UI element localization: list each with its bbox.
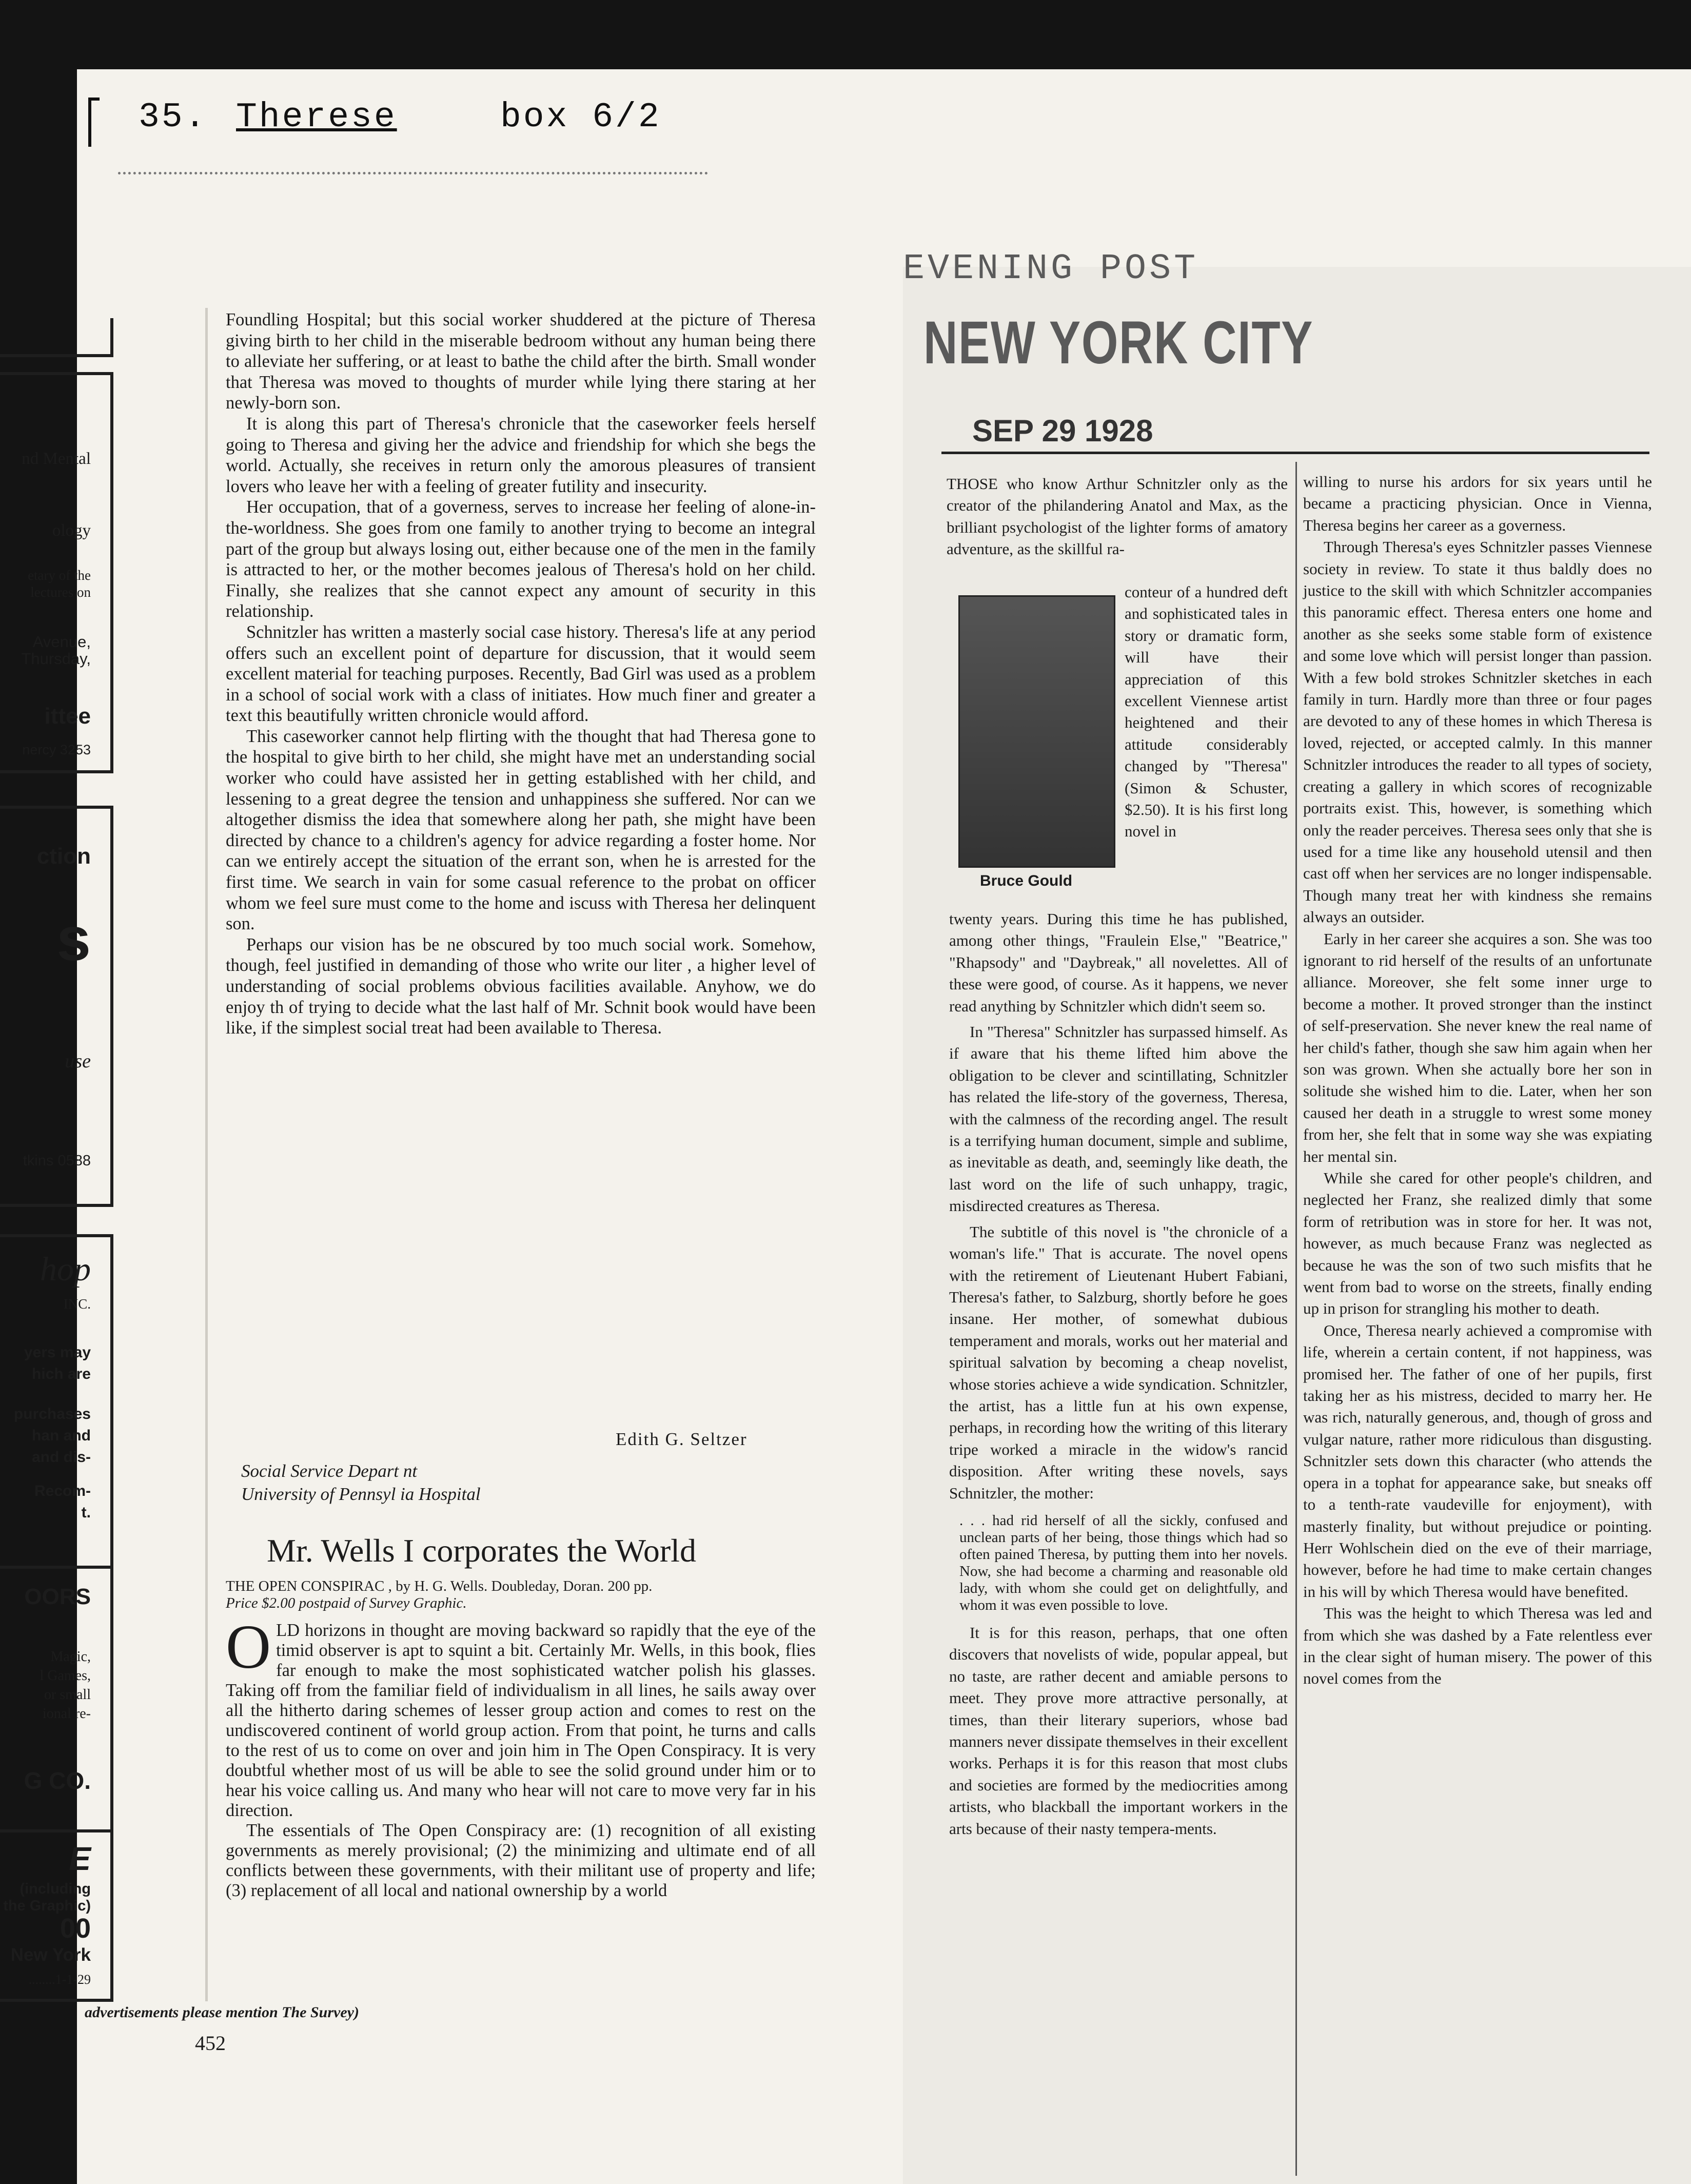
wells-dropcap: O <box>226 1612 271 1682</box>
clipping-column-rule <box>1295 462 1297 2176</box>
ad-text: han and <box>31 1427 91 1444</box>
clipping-top-rule <box>941 452 1649 454</box>
review-paragraph: Foundling Hospital; but this social worker shuddered at the picture of Theresa giving birth to her child in the miserable bedroom without any human being there to alleviate her suffering, or at least to bathe the child after the birth. Small wonder that Theresa was moved to thoughts of murder while lying there staring at her newly-born son. <box>226 310 816 413</box>
review-paragraph: This caseworker cannot help flirting with the thought that had Theresa gone to the hospital to give birth to her child, she might have met an understanding social worker who could have assisted her in getting established with her child, and lessening to a great degree the tension and unhappiness she suffered. Nor can we altogether dismiss the idea that somewhere along her path, she might have been directed by chance to a children's agency for advice regarding a foster home. Nor can we entirely accept the situation of the errant son, when he is arrested for the first time. We search in vain for some casual reference to the probat on officer whom we feel sure must come to the home and iscuss with Theresa her delinquent son. <box>226 726 816 934</box>
note-box: box 6/2 <box>500 98 661 137</box>
ad-text: ction <box>36 844 91 869</box>
ad-text: yers may <box>24 1344 91 1361</box>
ad-text: or small <box>44 1687 91 1703</box>
clipping-paragraph: While she cared for other people's children, and neglected her Franz, she realized dimly that some form of retribution was in store for her. It was not, however, as much because Franz was neglected as because he was the son of two such misfits that he went from bad to worse on the streets, finally ending up in prison for strangling his mother to death. <box>1303 1169 1652 1318</box>
wells-headline: Mr. Wells I corporates the World <box>267 1532 696 1569</box>
clipping-paragraph: Through Theresa's eyes Schnitzler passes Viennese society in review. To state it thus baldly does no justice to the skill with which Schnitzler accompanies this panoramic effect. Theresa enters one home and another as she seeks some stable form of existence and some love which will persist longer than passion. With a few bold strokes Schnitzler sketches in each family in turn. Hardly more than three or four pages are devoted to any of these homes in which Theresa is loved, rejected, or accepted calmly. In this manner Schnitzler introduces the reader to all types of society, creating a gallery in which scores of recognizable portraits exist. This, however, is something which only the reader perceives. Theresa sees only that she is used for a time like any household utensil and then cast off when her services are no longer indispensable. Though many treat her with kindness she remains always an outsider. <box>1303 538 1652 926</box>
ad-box-5 <box>0 1829 113 2002</box>
ad-text: Magic, <box>50 1649 91 1665</box>
clipping-paragraph: The subtitle of this novel is "the chronicle of a woman's life." That is accurate. The novel opens with the retirement of Lieutenant Hubert Fabiani, Theresa's father, to Salzburg, shortly before he goes insane. Her mother, of somewhat dubious temperament and morals, works out her material and spiritual salvation by becoming a cheap novelist, whose stories achieve a wide syndication. Schnitzler, the artist, has a little fun at his own expense, perhaps, in recording how the writing of this literary tripe worked a miracle in the widow's rancid disposition. After writing these novels, says Schnitzler, the mother: <box>949 1222 1288 1502</box>
review-paragraph: Perhaps our vision has be ne obscured by too much social work. Somehow, though, feel justified in demanding of those who write our liter , a higher level of understanding of social problems obvious facilities available. Anyhow, we do enjoy th of trying to decide what the last half of Mr. Schnit book would have been like, if the simplest social treat had been available to Theresa. <box>226 934 816 1038</box>
ad-text: ional re- <box>42 1706 91 1722</box>
review-paragraph: Schnitzler has written a masterly social case history. Theresa's life at any period offers such an excellent point of departure for discussion, that it would seem excellent material for teaching purposes. Recently, Bad Girl was used as a problem in a school of social work with a class of initiates. How much finer and greater a text this beautifully written chronicle would afford. <box>226 622 816 726</box>
ad-box-1 <box>0 372 113 773</box>
ad-text: G CO. <box>24 1767 91 1794</box>
clipping-paragraph: twenty years. During this time he has published, among other things, "Fraulein Else," "Beatrice," "Rhapsody" and "Daybreak," all novelettes. All of these were good, of course. As it happens, we never read anything by Schnitzler which didn't seem so. <box>949 910 1288 1015</box>
wells-byline <box>226 1578 652 1612</box>
ad-text: Recom- <box>34 1483 91 1499</box>
column-gutter-rule <box>205 308 208 2001</box>
ad-box-top-rule <box>0 318 113 357</box>
corner-bracket-mark <box>88 98 100 147</box>
ad-text: t. <box>81 1504 91 1521</box>
ad-text: ology <box>52 521 91 540</box>
ad-text: Avenue, <box>32 633 91 651</box>
ad-text: nd Mental <box>22 450 91 468</box>
ad-text: s <box>56 905 91 973</box>
ad-text: etary of the <box>28 568 91 583</box>
clipping-paragraph: This was the height to which Theresa was led and from which she was dashed by a Fate relentless ever in the clear sight of human misery. The power of this novel comes from the <box>1303 1604 1652 1688</box>
ad-text: New York <box>10 1945 91 1965</box>
clipping-paragraph: It is for this reason, perhaps, that one often discovers that novelists of wide, popular appeal, but no taste, are rather decent and amiable persons to meet. They prove more attractive personally, at times, than their literary superiors, whose bad manners never dissipate themselves in their excellent works. Perhaps it is for this reason that most clubs and societies are formed by the mediocrities among artists, who blackball the important workers in the arts because of their nasty tempera-ments. <box>949 1623 1288 1838</box>
clipping-col1-beside-photo <box>1125 581 1288 843</box>
ad-text: (including <box>19 1881 91 1897</box>
clipping-col1-body <box>949 908 1288 1840</box>
ad-text: use <box>65 1050 91 1072</box>
dotted-rule <box>118 172 708 174</box>
review-text-column <box>226 309 816 1039</box>
note-title: Therese <box>236 98 397 137</box>
ad-text: and dis- <box>31 1449 91 1466</box>
clipping-quote: . . . had rid herself of all the sickly, confused and unclean parts of her being, those things which had so often pained Theresa, by putting them into her novels. Now, she had become a charming and reasonable old lady, with whom she could get on delightfully, and whom it was even possible to love. <box>959 1512 1288 1613</box>
ad-text: hop <box>40 1251 91 1288</box>
wells-byline-book: THE OPEN CONSPIRAC , by H. G. Wells. Doubleday, Doran. 200 pp. <box>226 1578 653 1594</box>
ad-text: OORS <box>24 1584 91 1609</box>
ad-text: l Games, <box>40 1668 91 1684</box>
ad-text: ........1-1-29 <box>28 1972 91 1987</box>
review-affiliation-dept: Social Service Depart nt <box>241 1461 418 1481</box>
ad-text: 00 <box>60 1913 91 1944</box>
wells-paragraph: LD horizons in thought are moving backward so rapidly that the eye of the timid observer is apt to squint a bit. Certainly Mr. Wells, in this book, flies far enough to make the most sophisticated watcher polish his glasses. Taking off from the familiar field of individualism in all lines, he sails away over all the hitherto daring schemes of lesser group action and comes to rest on the undiscovered continent of world group action. From that point, he turns and calls to the rest of us to come on over and join him in The Open Conspiracy. It is very doubtful whether most of us will be able to see the solid ground under him or to hear his voice calling us. And many who hear will not care to move very far in his direction. <box>226 1621 816 1820</box>
clipping-lead: THOSE who know Arthur Schnitzler only as the creator of the philandering Anatol and Max, as the brilliant psychologist of the lighter forms of amatory adventure, as the skillful ra- <box>947 475 1288 558</box>
review-paragraph: Her occupation, that of a governess, serves to increase her feeling of alone-in-the-worldness. She goes from one family to another trying to become an integral part of the group but always losing out, either because one of the men in the family is attracted to her, or the mother becomes jealous of Theresa's hold on her child. Finally, she realizes that she cannot expect any amount of security in this relationship. <box>226 497 816 621</box>
review-signature: Edith G. Seltzer <box>616 1429 748 1449</box>
author-photo <box>958 595 1115 868</box>
wells-byline-price: Price $2.00 postpaid of Survey Graphic. <box>226 1595 467 1611</box>
review-affiliation-hospital: University of Pennsyl ia Hospital <box>241 1484 481 1504</box>
wells-text-column <box>226 1612 816 1901</box>
ad-box-3 <box>0 1234 113 1569</box>
clipping-col2 <box>1303 471 1652 1690</box>
ad-box-4 <box>0 1563 113 1832</box>
note-number: 35. <box>139 98 208 137</box>
clipping-paragraph: conteur of a hundred deft and sophisticated tales in story or dramatic form, will have their appreciation of this excellent Viennese artist heightened and their attitude considerably changed by "Theresa" (Simon & Schuster, $2.50). It is his first long novel in <box>1125 583 1288 841</box>
review-paragraph: It is along this part of Theresa's chronicle that the caseworker feels herself going to Theresa and giving her the advice and friendship for which she begs the world. Actually, she receives in return only the amorous pleasures of transient lovers who leave her with a feeling of greater futility and insecurity. <box>226 414 816 496</box>
ad-text: tkins 0588 <box>23 1153 91 1169</box>
ad-text: INC. <box>63 1296 91 1312</box>
stamp-paper: EVENING POST <box>903 249 1199 289</box>
ad-text: E <box>69 1840 91 1877</box>
ad-text: the Graphic) <box>3 1898 91 1914</box>
ad-box-2 <box>0 806 113 1207</box>
clipping-col1-top <box>947 473 1288 560</box>
ad-text: lectures on <box>30 584 91 600</box>
ad-text: Thursday, <box>21 650 91 668</box>
clipping-paragraph: Early in her career she acquires a son. She was too ignorant to rid herself of the results of an unfortunate alliance. Moreover, she felt some inner urge to become a mother. It proved stronger than the instinct of self-preservation. She never knew the real name of her child's father, though she saw him again when her son was grown. When she actually bore her son in solitude she wished him to die. Later, when her son caused her death in a struggle to wrest some money from her, she felt that in some way she was expiating her mental sin. <box>1303 929 1652 1165</box>
ad-text: nercy 3253 <box>22 742 91 757</box>
photo-caption: Bruce Gould <box>980 872 1073 889</box>
ad-text: purchases <box>13 1406 91 1422</box>
ad-text: ittee <box>44 704 91 729</box>
ad-text: hich are <box>31 1366 91 1382</box>
stamp-date: SEP 29 1928 <box>972 414 1153 448</box>
clipping-paragraph: Once, Theresa nearly achieved a compromise with life, wherein a certain content, if not happiness, was promised her. The father of one of her pupils, first taking her as his mistress, decided to marry her. He was rich, naturally generous, and, though of gross and vulgar nature, rather more ridiculous than disgusting. Schnitzler sets down this character (who attends the opera in a tophat for appearance sake, but sneaks off to a tenth-rate vaudeville for enjoyment), with masterly finality, but without prejudice or pointing. Herr Wohlschein died on the eve of their marriage, however, before he had time to make certain changes in his will by which Theresa would have benefited. <box>1303 1321 1652 1601</box>
clipping-paragraph: willing to nurse his ardors for six years until he became a practicing physician. Once in Vienna, Theresa begins her career as a governess. <box>1303 473 1652 534</box>
page-footer: advertisements please mention The Survey) <box>85 2004 359 2021</box>
stamp-city: NEW YORK CITY <box>923 309 1314 377</box>
page-number: 452 <box>195 2032 226 2055</box>
wells-paragraph: The essentials of The Open Conspiracy are: (1) recognition of all existing governments as merely provisional; (2) the minimizing and ultimate end of all conflicts between these governments, with their militant use of property and life; (3) replacement of all local and national ownership by a world <box>226 1821 816 1900</box>
clipping-paragraph: In "Theresa" Schnitzler has surpassed himself. As if aware that his theme lifted him above the obligation to be clever and scintillating, Schnitzler has related the life-story of the governess, Theresa, with the calmness of the recording angel. The result is a terrifying human document, simple and sublime, as inevitable as death, and, seemingly like death, the last word on the life of such unhappy, tragic, misdirected creatures as Theresa. <box>949 1023 1288 1215</box>
